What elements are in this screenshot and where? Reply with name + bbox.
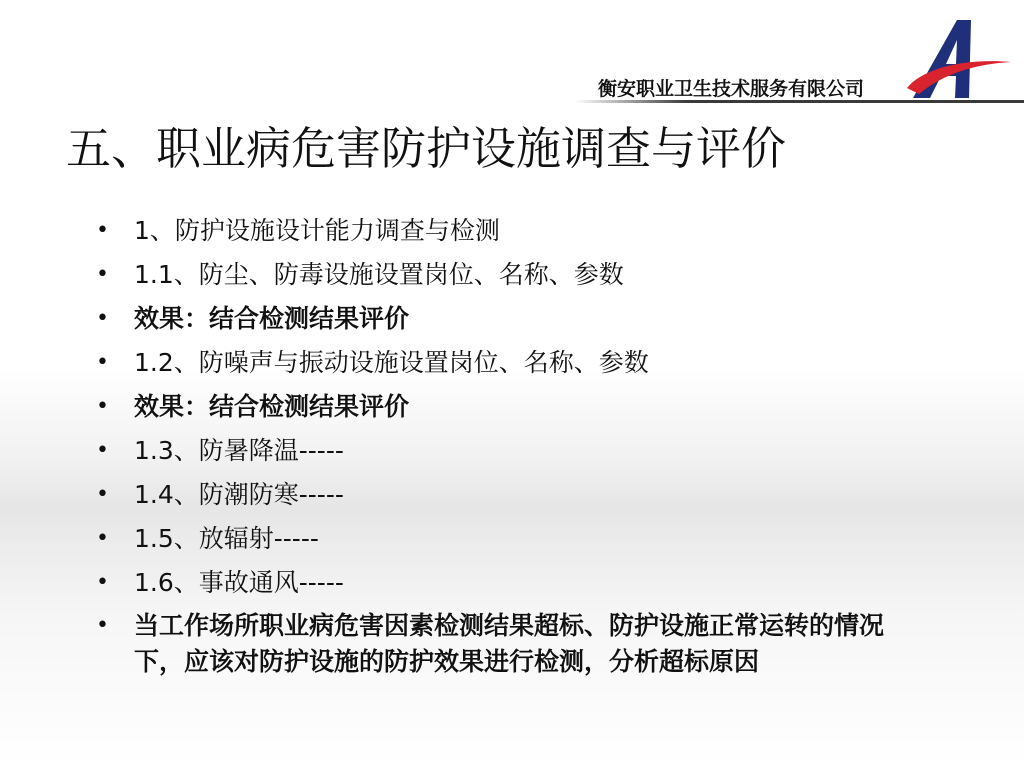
- bullet-icon: •: [96, 570, 109, 595]
- bullet-text: 1.1、防尘、防毒设施设置岗位、名称、参数: [134, 260, 624, 289]
- bullet-text: 1.6、事故通风-----: [134, 568, 344, 597]
- bullet-text: 效果：结合检测结果评价: [134, 304, 410, 333]
- list-item: [96, 520, 916, 558]
- list-item: [96, 256, 916, 294]
- bullet-icon: •: [96, 482, 109, 507]
- bullet-icon: •: [96, 613, 109, 638]
- bullet-icon: •: [96, 394, 109, 419]
- list-item: [96, 300, 916, 338]
- list-item: [96, 476, 916, 514]
- bullet-text: 1.5、放辐射-----: [134, 524, 319, 553]
- list-item: [96, 564, 916, 602]
- bullet-icon: •: [96, 350, 109, 375]
- bullet-text: 当工作场所职业病危害因素检测结果超标、防护设施正常运转的情况下，应该对防护设施的防护效果进行检测，分析超标原因: [134, 611, 885, 676]
- bullet-text: 1.3、防暑降温-----: [134, 436, 344, 465]
- list-item: [96, 388, 916, 426]
- bullet-icon: •: [96, 306, 109, 331]
- bullet-icon: •: [96, 218, 109, 243]
- list-item: [96, 344, 916, 382]
- bullet-text: 1.4、防潮防寒-----: [134, 480, 344, 509]
- list-item: [96, 212, 916, 250]
- bullet-text: 效果：结合检测结果评价: [134, 392, 410, 421]
- bullet-text: 1.2、防噪声与振动设施设置岗位、名称、参数: [134, 348, 649, 377]
- bullet-list: [96, 212, 916, 686]
- company-name: 衡安职业卫生技术服务有限公司: [598, 78, 865, 100]
- bullet-icon: •: [96, 262, 109, 287]
- bullet-text: 1、防护设施设计能力调查与检测: [134, 216, 500, 245]
- list-item: [96, 608, 916, 680]
- company-logo-icon: [905, 18, 1013, 100]
- slide-title: 五、职业病危害防护设施调查与评价: [66, 122, 787, 175]
- list-item: [96, 432, 916, 470]
- bullet-icon: •: [96, 526, 109, 551]
- bullet-icon: •: [96, 438, 109, 463]
